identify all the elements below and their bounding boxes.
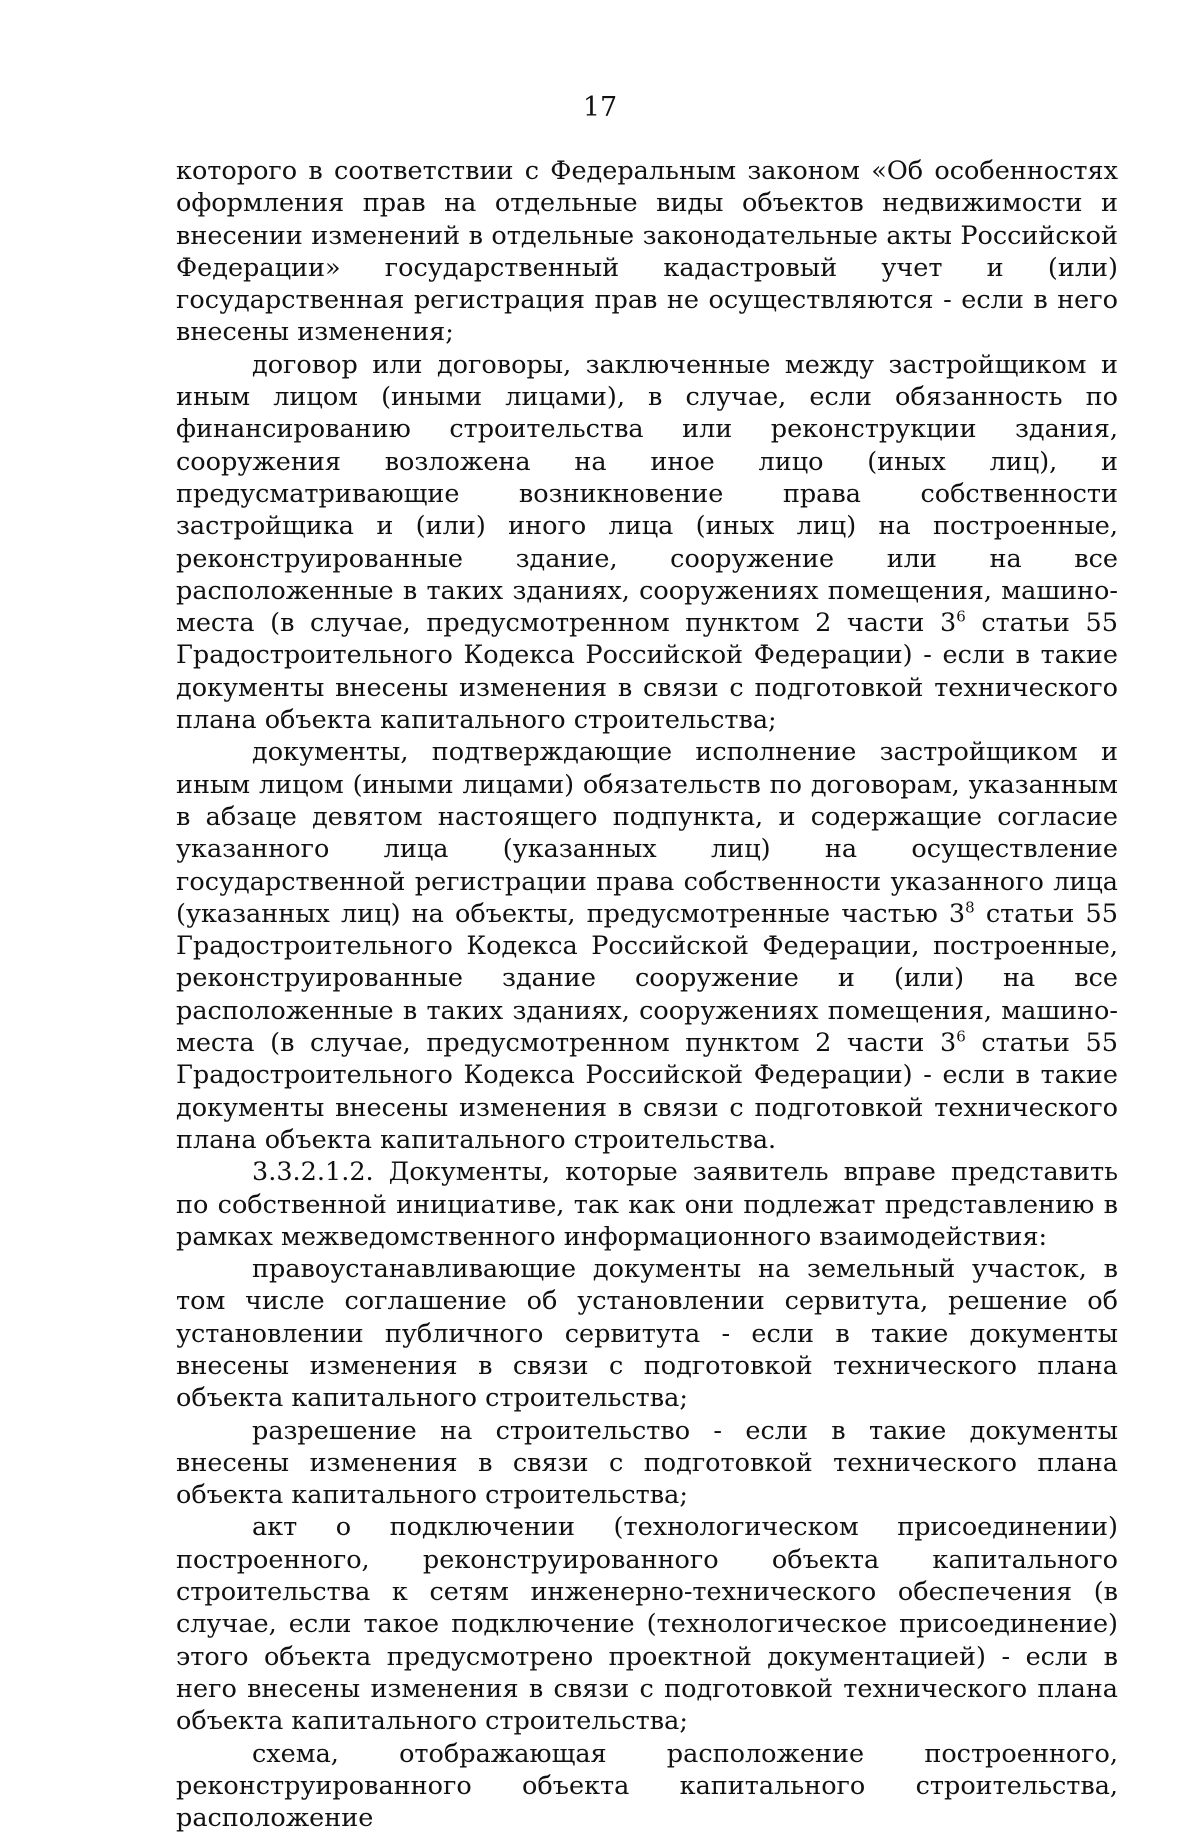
superscript: 8 xyxy=(965,898,975,917)
document-body xyxy=(176,155,1118,1834)
paragraph: 3.3.2.1.2. Документы, которые заявитель вправе представить по собственной инициативе, так как они подлежат представлению в рамках межведомственного информационного взаимодействия: xyxy=(176,1157,1118,1252)
superscript: 6 xyxy=(956,1027,966,1046)
superscript: 6 xyxy=(956,607,966,626)
paragraph: правоустанавливающие документы на земельный участок, в том числе соглашение об установлении сервитута, решение об установлении публичного сервитута - если в такие документы внесены изменения в связи с подготовкой технического плана объекта капитального строительства; xyxy=(176,1254,1118,1414)
paragraph: которого в соответствии с Федеральным законом «Об особенностях оформления прав на отдельные виды объектов недвижимости и внесении изменений в отдельные законодательные акты Российской Федерации» государственный кадастровый учет и (или) государственная регистрация прав не осуществляются - если в него внесены изменения; xyxy=(176,156,1118,348)
paragraph: договор или договоры, заключенные между застройщиком и иным лицом (иными лицами), в случае, если обязанность по финансированию строительства или реконструкции здания, сооружения возложена на иное лицо (иных лиц), и предусматривающие возникновение права собственности застройщика и (или) иного лица (иных лиц) на построенные, реконструированные здание, сооружение или на все расположенные в таких зданиях, сооружениях помещения, машино-места (в случае, предусмотренном пунктом 2 части $3^6$ статьи 55 Градостроительного Кодекса Российской Федерации) - если в такие документы внесены изменения в связи с подготовкой технического плана объекта капитального строительства; xyxy=(176,349,1118,736)
page-number: 17 xyxy=(582,92,618,123)
paragraph: схема, отображающая расположение построенного, реконструированного объекта капитального строительства, расположение xyxy=(176,1738,1118,1834)
paragraph: разрешение на строительство - если в такие документы внесены изменения в связи с подготовкой технического плана объекта капитального строительства; xyxy=(176,1415,1118,1511)
paragraph: документы, подтверждающие исполнение застройщиком и иным лицом (иными лицами) обязательств по договорам, указанным в абзаце девятом настоящего подпункта, и содержащие согласие указанного лица (указанных лиц) на осуществление государственной регистрации права собственности указанного лица (указанных лиц) на объекты, предусмотренные частью $3^8$ статьи 55 Градостроительного Кодекса Российской Федерации, построенные, реконструированные здание сооружение и (или) на все расположенные в таких зданиях, сооружениях помещения, машино-места (в случае, предусмотренном пунктом 2 части $3^6$ статьи 55 Градостроительного Кодекса Российской Федерации) - если в такие документы внесены изменения в связи с подготовкой технического плана объекта капитального строительства. xyxy=(176,737,1118,1155)
paragraph: акт о подключении (технологическом присоединении) построенного, реконструированного объекта капитального строительства к сетям инженерно-технического обеспечения (в случае, если такое подключение (технологическое присоединение) этого объекта предусмотрено проектной документацией) - если в него внесены изменения в связи с подготовкой технического плана объекта капитального строительства; xyxy=(176,1512,1118,1737)
